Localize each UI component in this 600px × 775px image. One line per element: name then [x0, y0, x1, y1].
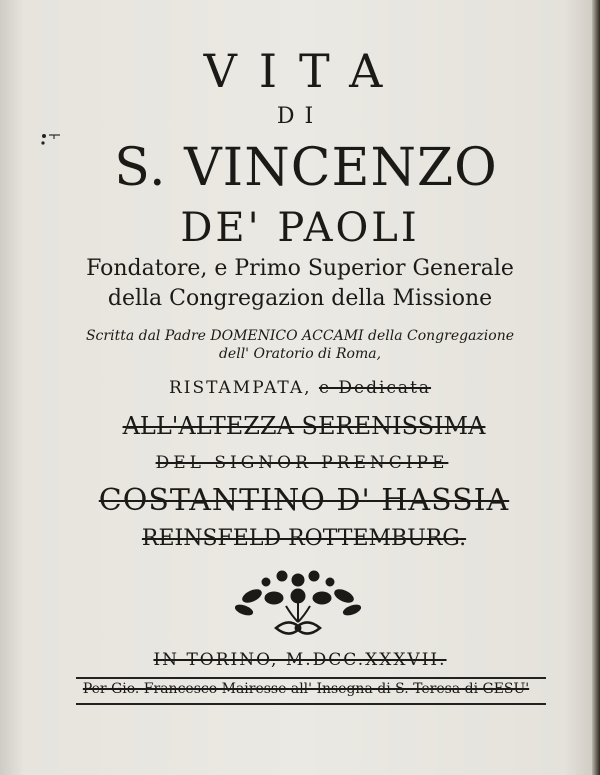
title-saint-name: S. VINCENZO — [114, 138, 498, 198]
author-line-1: Scritta dal Padre DOMENICO ACCAMI della Congregazione — [85, 328, 515, 344]
floral-ornament-icon — [230, 566, 366, 642]
dedicatee-line-2: DEL SIGNOR PRENCIPE — [155, 453, 449, 473]
imprint-printer: Per Gio. Francesco Mairesse all' Insegna di S. Teresa di GESU' — [82, 681, 530, 697]
imprint-rule-top — [76, 677, 546, 679]
dedication-struck-text: e Dedicata — [318, 378, 432, 398]
dedicatee-line-4: REINSFELD ROTTEMBURG. — [141, 526, 467, 551]
dedicatee-line-3: COSTANTINO D' HASSIA — [98, 483, 510, 518]
author-line-2: dell' Oratorio di Roma, — [218, 346, 382, 362]
title-vita: VITA — [203, 44, 405, 98]
subtitle-line-2: della Congregazion della Missione — [107, 286, 493, 311]
dedication-prefix: RISTAMPATA, — [168, 378, 312, 398]
title-surname: DE' PAOLI — [180, 205, 420, 251]
imprint-place: IN TORINO, M.DCC.XXXVII. — [153, 650, 447, 670]
imprint-rule-bottom — [76, 703, 546, 705]
dedication-line — [0, 378, 600, 398]
subtitle-line-1: Fondatore, e Primo Superior Generale — [86, 256, 514, 281]
title-di: DI — [276, 104, 324, 129]
dedicatee-line-1: ALL'ALTEZZA SERENISSIMA — [122, 412, 486, 440]
